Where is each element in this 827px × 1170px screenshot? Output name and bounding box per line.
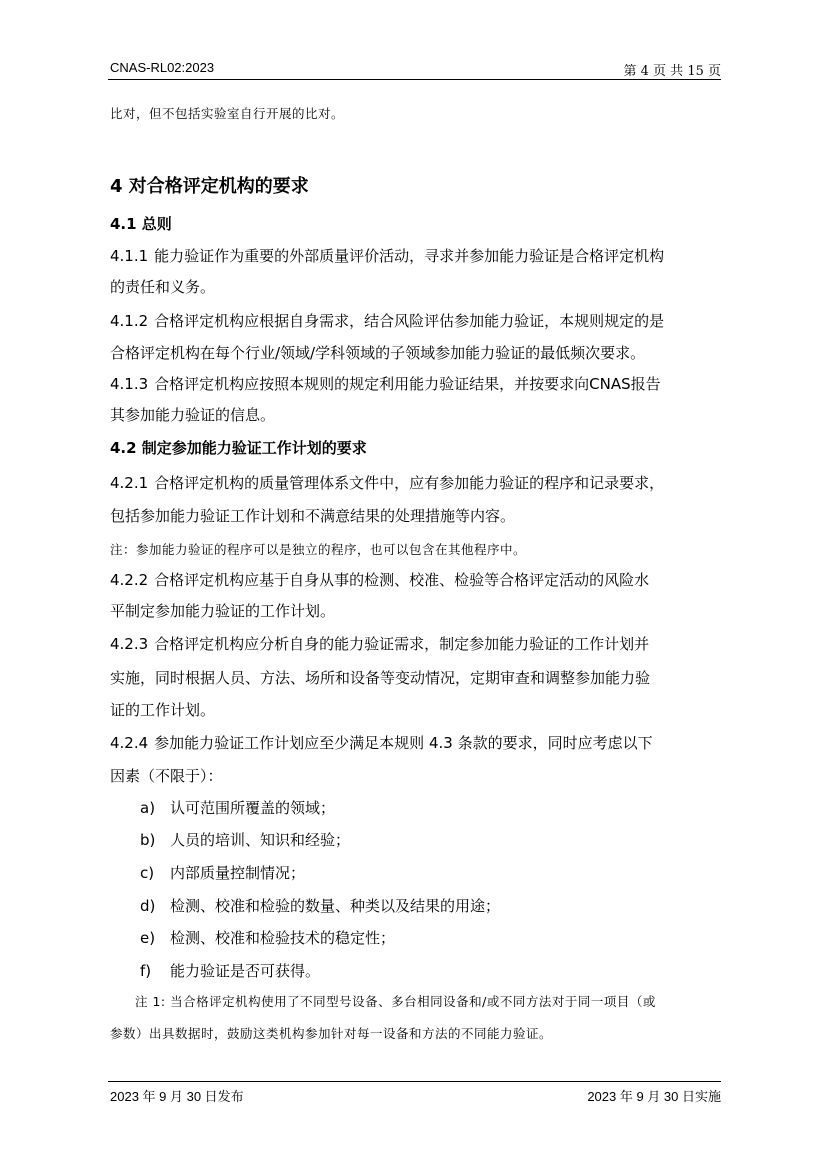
clause-text: 合格评定机构应基于自身从事的检测、校准、检验等合格评定活动的风险水 [154, 571, 650, 589]
clause-text: 合格评定机构应按照本规则的规定利用能力验证结果，并按要求向CNAS报告 [154, 375, 661, 393]
list-item-text: 认可范围所覆盖的领域； [170, 799, 336, 817]
clause-4-2-1-line2: 包括参加能力验证工作计划和不满意结果的处理措施等内容。 [110, 507, 516, 525]
clause-4-2-2-line1 [110, 570, 649, 590]
list-item [140, 896, 500, 916]
list-item [140, 830, 350, 850]
clause-4-1-1-line1 [110, 246, 664, 266]
clause-text: 参加能力验证工作计划应至少满足本规则 4.3 条款的要求，同时应考虑以下 [154, 734, 653, 752]
list-item [140, 798, 335, 818]
list-item-text: 人员的培训、知识和经验； [170, 831, 351, 849]
list-item-label: e) [140, 929, 156, 947]
continuation-text: 比对，但不包括实验室自行开展的比对。 [110, 106, 345, 121]
clause-4-2-2-line2: 平制定参加能力验证的工作计划。 [110, 602, 336, 620]
clause-number: 4.2.3 [110, 635, 149, 653]
clause-text: 能力验证作为重要的外部质量评价活动，寻求并参加能力验证是合格评定机构 [154, 247, 665, 265]
clause-4-2-4-line2: 因素（不限于）： [110, 767, 223, 785]
clause-text: 合格评定机构应分析自身的能力验证需求，制定参加能力验证的工作计划并 [154, 635, 650, 653]
list-item-text: 检测、校准和检验的数量、种类以及结果的用途； [170, 897, 501, 915]
clause-4-1-3-line2: 其参加能力验证的信息。 [110, 406, 276, 424]
clause-number: 4.2.4 [110, 734, 149, 752]
footer-divider [108, 1081, 721, 1082]
note-4-2-1: 注：参加能力验证的程序可以是独立的程序，也可以包含在其他程序中。 [110, 542, 527, 557]
clause-number: 4.2.1 [110, 474, 149, 492]
clause-text: 合格评定机构的质量管理体系文件中，应有参加能力验证的程序和记录要求， [154, 474, 665, 492]
clause-number: 4.1.2 [110, 312, 149, 330]
list-item-label: b) [140, 831, 156, 849]
clause-4-2-3-line3: 证的工作计划。 [110, 701, 216, 719]
clause-4-1-2-line2: 合格评定机构在每个行业/领域/学科领域的子领域参加能力验证的最低频次要求。 [110, 344, 646, 362]
page-info: 第 4 页 共 15 页 [623, 64, 721, 79]
document-id: CNAS-RL02:2023 [110, 60, 215, 75]
section-heading: 4 对合格评定机构的要求 [110, 176, 309, 197]
clause-number: 4.1.1 [110, 247, 149, 265]
list-item [140, 928, 395, 948]
note-1-line2: 参数）出具数据时，鼓励这类机构参加针对每一设备和方法的不同能力验证。 [110, 1026, 553, 1041]
list-item-label: f) [140, 962, 152, 980]
subsection-heading-4-1: 4.1 总则 [110, 215, 172, 233]
clause-4-2-3-line2: 实施，同时根据人员、方法、场所和设备等变动情况，定期审查和调整参加能力验 [110, 669, 651, 687]
effective-date: 2023 年 9 月 30 日实施 [587, 1089, 721, 1104]
clause-text: 合格评定机构应根据自身需求，结合风险评估参加能力验证，本规则规定的是 [154, 312, 665, 330]
list-item [140, 863, 305, 883]
note-1-line1: 注 1: 当合格评定机构使用了不同型号设备、多台相同设备和/或不同方法对于同一项目（或 [135, 994, 656, 1009]
clause-number: 4.1.3 [110, 375, 149, 393]
clause-4-2-3-line1 [110, 634, 649, 654]
clause-4-2-1-line1 [110, 473, 664, 493]
list-item-label: d) [140, 897, 156, 915]
list-item [140, 961, 320, 981]
clause-4-1-3-line1 [110, 374, 661, 394]
header-divider [108, 79, 721, 80]
clause-number: 4.2.2 [110, 571, 149, 589]
clause-4-2-4-line1 [110, 733, 653, 753]
clause-4-1-2-line1 [110, 311, 664, 331]
list-item-text: 能力验证是否可获得。 [170, 962, 321, 980]
list-item-label: a) [140, 799, 156, 817]
subsection-heading-4-2: 4.2 制定参加能力验证工作计划的要求 [110, 439, 367, 457]
issue-date: 2023 年 9 月 30 日发布 [110, 1089, 244, 1104]
list-item-text: 检测、校准和检验技术的稳定性； [170, 929, 396, 947]
clause-4-1-1-line2: 的责任和义务。 [110, 278, 216, 296]
list-item-label: c) [140, 864, 155, 882]
list-item-text: 内部质量控制情况； [170, 864, 306, 882]
